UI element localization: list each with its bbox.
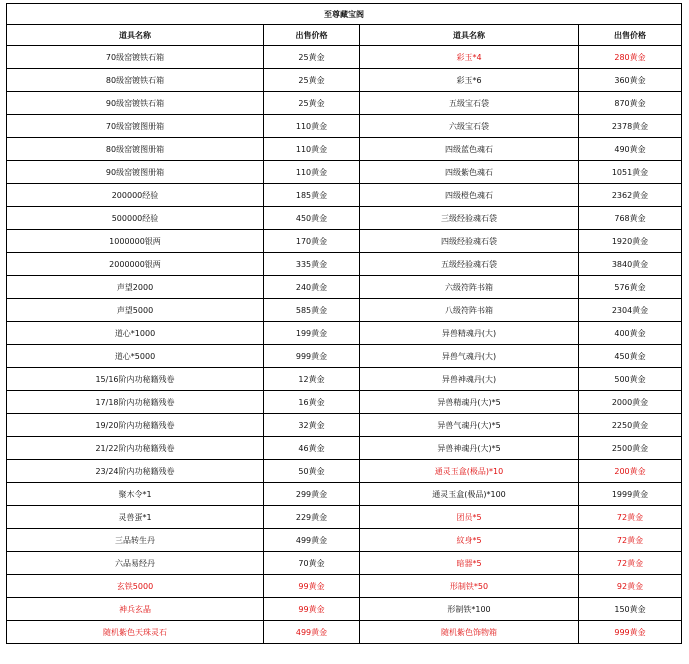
- price-left: 46黄金: [264, 437, 360, 460]
- price-left: 16黄金: [264, 391, 360, 414]
- table-row: [7, 368, 682, 391]
- price-right: 360黄金: [579, 69, 682, 92]
- price-right: 576黄金: [579, 276, 682, 299]
- item-name-left: 200000经验: [7, 184, 264, 207]
- item-name-left: 70级窑镀图册箱: [7, 115, 264, 138]
- table-row: [7, 621, 682, 644]
- table-row: [7, 115, 682, 138]
- item-name-left: 23/24阶内功秘籍残卷: [7, 460, 264, 483]
- item-name-right: 异兽气魂丹(大): [360, 345, 579, 368]
- table-row: [7, 138, 682, 161]
- item-name-right: 通灵玉盒(极品)*10: [360, 460, 579, 483]
- item-name-left: 神兵玄晶: [7, 598, 264, 621]
- table-title: 至尊藏宝阁: [7, 4, 682, 25]
- price-right: 2378黄金: [579, 115, 682, 138]
- header-item-name-right: 道具名称: [360, 25, 579, 46]
- header-row: [7, 25, 682, 46]
- item-name-right: 六级宝石袋: [360, 115, 579, 138]
- price-left: 585黄金: [264, 299, 360, 322]
- table-row: [7, 345, 682, 368]
- item-name-left: 17/18阶内功秘籍残卷: [7, 391, 264, 414]
- header-item-name-left: 道具名称: [7, 25, 264, 46]
- price-right: 150黄金: [579, 598, 682, 621]
- item-name-right: 五级经验魂石袋: [360, 253, 579, 276]
- item-name-left: 15/16阶内功秘籍残卷: [7, 368, 264, 391]
- item-name-right: 八级符阵书箱: [360, 299, 579, 322]
- price-left: 70黄金: [264, 552, 360, 575]
- price-right: 999黄金: [579, 621, 682, 644]
- table-row: [7, 391, 682, 414]
- table-row: [7, 276, 682, 299]
- table-row: [7, 460, 682, 483]
- price-left: 450黄金: [264, 207, 360, 230]
- item-name-right: 随机紫色饰物箱: [360, 621, 579, 644]
- table-row: [7, 161, 682, 184]
- price-left: 25黄金: [264, 69, 360, 92]
- item-name-right: 形制铁*100: [360, 598, 579, 621]
- price-left: 229黄金: [264, 506, 360, 529]
- price-right: 2250黄金: [579, 414, 682, 437]
- price-left: 110黄金: [264, 161, 360, 184]
- item-name-right: 四级蓝色魂石: [360, 138, 579, 161]
- header-price-left: 出售价格: [264, 25, 360, 46]
- item-name-left: 90级窑镀铁石箱: [7, 92, 264, 115]
- item-name-right: 四级紫色魂石: [360, 161, 579, 184]
- item-name-right: 异兽气魂丹(大)*5: [360, 414, 579, 437]
- item-name-left: 聚木令*1: [7, 483, 264, 506]
- price-right: 1920黄金: [579, 230, 682, 253]
- price-left: 99黄金: [264, 575, 360, 598]
- table-row: [7, 322, 682, 345]
- price-left: 335黄金: [264, 253, 360, 276]
- item-name-right: 异兽神魂丹(大): [360, 368, 579, 391]
- table-row: [7, 253, 682, 276]
- item-name-right: 五级宝石袋: [360, 92, 579, 115]
- price-left: 110黄金: [264, 115, 360, 138]
- item-name-left: 道心*5000: [7, 345, 264, 368]
- price-left: 110黄金: [264, 138, 360, 161]
- item-name-left: 19/20阶内功秘籍残卷: [7, 414, 264, 437]
- price-left: 25黄金: [264, 92, 360, 115]
- price-right: 768黄金: [579, 207, 682, 230]
- table-row: [7, 529, 682, 552]
- price-right: 490黄金: [579, 138, 682, 161]
- price-right: 2362黄金: [579, 184, 682, 207]
- price-right: 870黄金: [579, 92, 682, 115]
- item-name-left: 2000000银两: [7, 253, 264, 276]
- price-right: 72黄金: [579, 529, 682, 552]
- price-right: 1999黄金: [579, 483, 682, 506]
- title-row: [7, 4, 682, 25]
- price-right: 72黄金: [579, 552, 682, 575]
- price-left: 12黄金: [264, 368, 360, 391]
- item-name-right: 四级橙色魂石: [360, 184, 579, 207]
- price-right: 200黄金: [579, 460, 682, 483]
- item-name-left: 80级窑镀铁石箱: [7, 69, 264, 92]
- price-right: 92黄金: [579, 575, 682, 598]
- table-row: [7, 46, 682, 69]
- price-left: 299黄金: [264, 483, 360, 506]
- price-right: 2304黄金: [579, 299, 682, 322]
- item-name-right: 暗器*5: [360, 552, 579, 575]
- price-right: 2500黄金: [579, 437, 682, 460]
- table-row: [7, 483, 682, 506]
- item-name-right: 彩玉*4: [360, 46, 579, 69]
- price-left: 199黄金: [264, 322, 360, 345]
- table-row: [7, 506, 682, 529]
- table-row: [7, 230, 682, 253]
- price-right: 450黄金: [579, 345, 682, 368]
- item-name-right: 异兽神魂丹(大)*5: [360, 437, 579, 460]
- table-row: [7, 299, 682, 322]
- item-name-right: 通灵玉盒(极品)*100: [360, 483, 579, 506]
- price-left: 25黄金: [264, 46, 360, 69]
- item-name-left: 90级窑镀图册箱: [7, 161, 264, 184]
- price-left: 240黄金: [264, 276, 360, 299]
- price-right: 2000黄金: [579, 391, 682, 414]
- table-row: [7, 552, 682, 575]
- price-right: 500黄金: [579, 368, 682, 391]
- table-row: [7, 575, 682, 598]
- price-left: 185黄金: [264, 184, 360, 207]
- price-left: 32黄金: [264, 414, 360, 437]
- table-row: [7, 437, 682, 460]
- table-row: [7, 69, 682, 92]
- table-body: [7, 46, 682, 644]
- table-row: [7, 207, 682, 230]
- item-name-left: 声望5000: [7, 299, 264, 322]
- price-left: 99黄金: [264, 598, 360, 621]
- table-row: [7, 92, 682, 115]
- item-name-left: 500000经验: [7, 207, 264, 230]
- item-name-right: 异兽精魂丹(大)*5: [360, 391, 579, 414]
- treasure-pavilion-table: [6, 3, 682, 644]
- price-right: 72黄金: [579, 506, 682, 529]
- table-row: [7, 598, 682, 621]
- table-row: [7, 184, 682, 207]
- table-row: [7, 414, 682, 437]
- price-left: 499黄金: [264, 529, 360, 552]
- item-name-left: 玄铁5000: [7, 575, 264, 598]
- item-name-left: 六品易经丹: [7, 552, 264, 575]
- price-right: 400黄金: [579, 322, 682, 345]
- item-name-left: 声望2000: [7, 276, 264, 299]
- item-name-left: 随机紫色天珠灵石: [7, 621, 264, 644]
- price-left: 170黄金: [264, 230, 360, 253]
- item-name-right: 紋身*5: [360, 529, 579, 552]
- item-name-left: 70级窑镀铁石箱: [7, 46, 264, 69]
- price-right: 1051黄金: [579, 161, 682, 184]
- item-name-left: 21/22阶内功秘籍残卷: [7, 437, 264, 460]
- item-name-right: 异兽精魂丹(大): [360, 322, 579, 345]
- price-left: 999黄金: [264, 345, 360, 368]
- item-name-left: 80级窑镀图册箱: [7, 138, 264, 161]
- price-right: 3840黄金: [579, 253, 682, 276]
- header-price-right: 出售价格: [579, 25, 682, 46]
- item-name-right: 六级符阵书箱: [360, 276, 579, 299]
- item-name-right: 团员*5: [360, 506, 579, 529]
- treasure-pavilion-table-wrapper: [6, 3, 682, 644]
- item-name-right: 形制铁*50: [360, 575, 579, 598]
- price-right: 280黄金: [579, 46, 682, 69]
- item-name-left: 1000000银两: [7, 230, 264, 253]
- item-name-left: 道心*1000: [7, 322, 264, 345]
- item-name-right: 三级经验魂石袋: [360, 207, 579, 230]
- item-name-left: 灵兽蛋*1: [7, 506, 264, 529]
- item-name-right: 彩玉*6: [360, 69, 579, 92]
- item-name-left: 三品转生丹: [7, 529, 264, 552]
- price-left: 50黄金: [264, 460, 360, 483]
- item-name-right: 四级经验魂石袋: [360, 230, 579, 253]
- price-left: 499黄金: [264, 621, 360, 644]
